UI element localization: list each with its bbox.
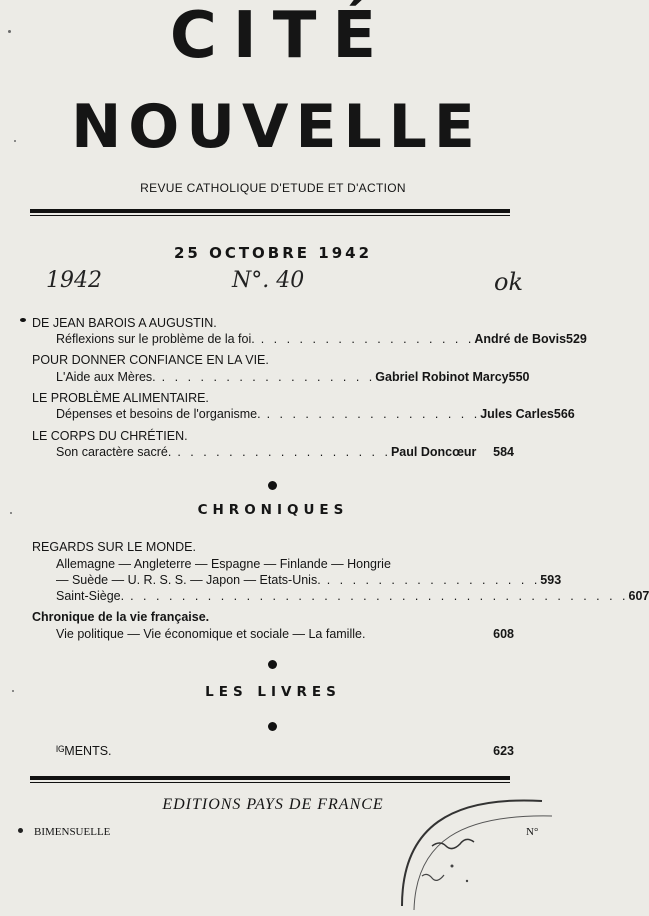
vie-francaise-line: Vie politique — Vie économique et sociale — La famille. [56, 627, 366, 641]
article-3-author: Jules Carles [480, 407, 554, 421]
article-2-page: 550 [508, 370, 530, 384]
separator-bullet [268, 722, 277, 731]
scan-speck [20, 318, 26, 322]
article-4-subtitle: Son caractère sacré. [56, 445, 172, 459]
dot-leader: . . . . . . . . . . . . . . . . . [260, 332, 475, 346]
scan-speck [8, 30, 11, 33]
livres-line: ᴵᴳMENTS. [56, 744, 112, 758]
dot-leader: . . . . . . . . . . . . . . . . . . . . . . . . . . . . . . . . . . . . . . . [130, 589, 629, 603]
library-stamp-icon [392, 786, 562, 916]
masthead-title-line2: NOUVELLE [71, 92, 482, 162]
dot-leader: . . . . . . . . . . . . . . . . . [326, 573, 541, 587]
livres-row [56, 744, 514, 758]
article-1-row [56, 332, 587, 346]
livres-page: 623 [493, 744, 514, 758]
article-1-author: André de Bovis [474, 332, 567, 346]
article-2-row [56, 370, 530, 384]
article-3-row [56, 407, 575, 421]
separator-bullet [268, 481, 277, 490]
article-1-section: DE JEAN BAROIS A AUGUSTIN. [32, 316, 217, 330]
issue-date: 25 OCTOBRE 1942 [173, 244, 373, 262]
vie-francaise-page: 608 [493, 627, 514, 641]
regards-line3 [56, 589, 649, 603]
article-4-author: Paul Doncœur [390, 445, 477, 459]
masthead-title-line1: CITÉ [169, 0, 393, 73]
scan-speck [12, 690, 14, 692]
dot-leader: . . . . . . . . . . . . . . . . . [161, 370, 376, 384]
frequency-label: BIMENSUELLE [34, 826, 111, 838]
article-2-section: POUR DONNER CONFIANCE EN LA VIE. [32, 353, 269, 367]
regards-page-1: 593 [540, 573, 562, 587]
header-rule-thin [30, 215, 510, 216]
article-4-section: LE CORPS DU CHRÉTIEN. [32, 429, 188, 443]
scan-speck [10, 512, 12, 514]
livres-heading: LES LIVRES [205, 684, 341, 700]
issue-number-label: N° [526, 826, 539, 838]
regards-page-2: 607 [628, 589, 649, 603]
scan-speck [14, 140, 16, 142]
footer-rule-thin [30, 782, 510, 783]
dot-leader: . . . . . . . . . . . . . . . . . [266, 407, 481, 421]
article-3-section: LE PROBLÈME ALIMENTAIRE. [32, 391, 209, 405]
article-4-page: 584 [493, 445, 514, 459]
handwritten-check: ok [494, 268, 523, 296]
article-3-page: 566 [553, 407, 575, 421]
regards-countries-2: — Suède — U. R. S. S. — Japon — Etats-Unis. [56, 573, 321, 587]
article-2-author: Gabriel Robinot Marcy [375, 370, 509, 384]
footer-rule [30, 776, 510, 780]
handwritten-year: 1942 [46, 268, 102, 293]
article-1-page: 529 [566, 332, 587, 346]
regards-countries-1: Allemagne — Angleterre — Espagne — Finlande — Hongrie [56, 557, 391, 571]
article-2-subtitle: L'Aide aux Mères. [56, 370, 156, 384]
regards-line2 [56, 573, 562, 587]
masthead-subtitle: REVUE CATHOLIQUE D'ETUDE ET D'ACTION [140, 181, 406, 195]
handwritten-number: N°. 40 [232, 268, 305, 293]
scan-speck [18, 828, 23, 833]
article-4-row [56, 445, 514, 459]
vie-francaise-row [56, 627, 514, 641]
article-1-subtitle: Réflexions sur le problème de la foi. [56, 332, 255, 346]
regards-saint-siege: Saint-Siège. [56, 589, 125, 603]
separator-bullet [268, 660, 277, 669]
header-rule [30, 209, 510, 213]
regards-line1 [56, 557, 514, 571]
chroniques-heading: CHRONIQUES [197, 502, 349, 518]
article-3-subtitle: Dépenses et besoins de l'organisme. [56, 407, 261, 421]
dot-leader: . . . . . . . . . . . . . . . . . [177, 445, 391, 459]
publisher: EDITIONS PAYS DE FRANCE [162, 796, 384, 813]
regards-section: REGARDS SUR LE MONDE. [32, 540, 196, 554]
vie-francaise-section: Chronique de la vie française. [32, 610, 210, 624]
